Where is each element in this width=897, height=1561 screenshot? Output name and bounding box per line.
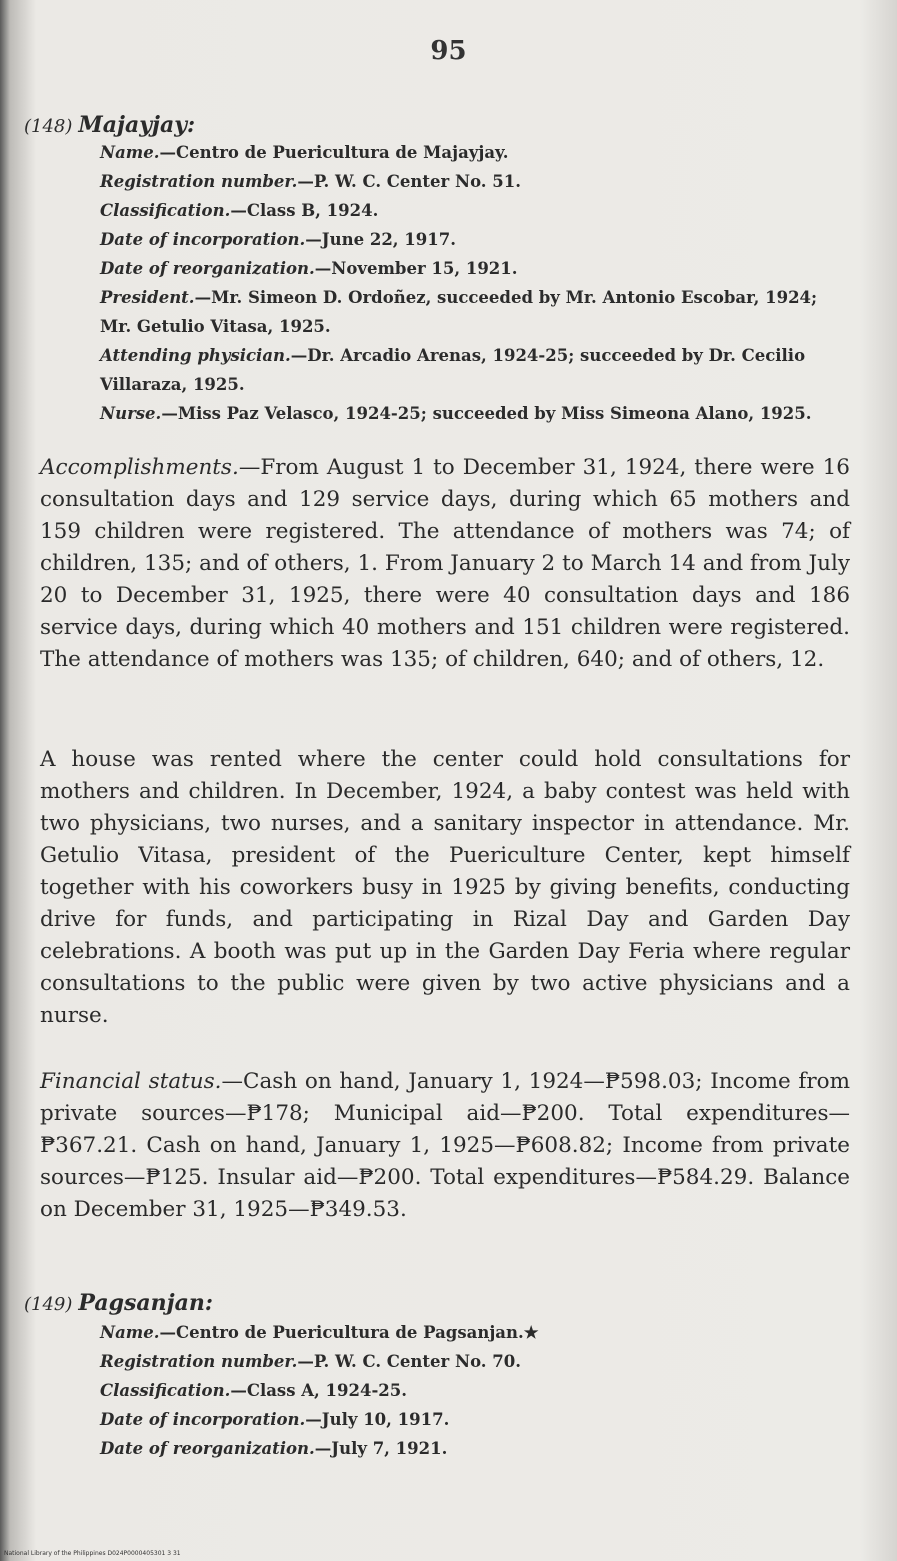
accomplishments-paragraph	[40, 452, 850, 676]
section-number: (148)	[24, 116, 73, 137]
entry-list-149	[100, 1318, 850, 1463]
accomplishments-label: Accomplishments.	[40, 455, 239, 480]
section-number: (149)	[24, 1294, 73, 1315]
activities-paragraph: A house was rented where the center could hold consultations for mothers and children. In December, 1924, a baby contest was held with two physicians, two nurses, and a sanitary inspector in attendance. Mr. Getulio Vitasa, president of the Puericulture Center, kept himself together with his coworkers busy in 1925 by giving benefits, conducting drive for funds, and participating in Rizal Day and Garden Day celebrations. A booth was put up in the Garden Day Feria where regular consultations to the public were given by two active physicians and a nurse.	[40, 747, 850, 1028]
section-title: Majayjay:	[78, 112, 196, 138]
accomplishments-text: —From August 1 to December 31, 1924, there were 16 consultation days and 129 service days, during which 65 mothers and 159 children were registered. The attendance of mothers was 74; of children, 135; and of others, 1. From January 2 to March 14 and from July 20 to December 31, 1925, there were 40 consultation days and 186 service days, during which 40 mothers and 151 children were registered. The attendance of mothers was 135; of children, 640; and of others, 12.	[40, 455, 850, 672]
page-number: 95	[430, 36, 467, 66]
scan-footer: National Library of the Philippines D024P0000405301 3 31	[4, 1550, 181, 1557]
entry-physician: Attending physician.—Dr. Arcadio Arenas, 1924-25; succeeded by Dr. Cecilio Villaraza, 1925.	[100, 346, 806, 394]
entry-list-148	[100, 138, 850, 428]
entry-registration: Registration number.—P. W. C. Center No. 70.	[100, 1352, 521, 1371]
entry-reorganization: Date of reorganization.—November 15, 1921.	[100, 259, 518, 278]
entry-classification: Classification.—Class A, 1924-25.	[100, 1381, 407, 1400]
financial-paragraph	[40, 1066, 850, 1226]
entry-nurse: Nurse.—Miss Paz Velasco, 1924-25; succeeded by Miss Simeona Alano, 1925.	[100, 404, 812, 423]
entry-name: Name.—Centro de Puericultura de Majayjay.	[100, 143, 509, 162]
entry-incorporation: Date of incorporation.—June 22, 1917.	[100, 230, 456, 249]
entry-classification: Classification.—Class B, 1924.	[100, 201, 379, 220]
entry-reorganization: Date of reorganization.—July 7, 1921.	[100, 1439, 448, 1458]
section-title: Pagsanjan:	[78, 1290, 213, 1316]
section-heading-148	[24, 112, 195, 138]
entry-name: Name.—Centro de Puericultura de Pagsanjan.★	[100, 1323, 539, 1342]
entry-president: President.—Mr. Simeon D. Ordoñez, succeeded by Mr. Antonio Escobar, 1924; Mr. Getulio Vitasa, 1925.	[100, 288, 818, 336]
entry-incorporation: Date of incorporation.—July 10, 1917.	[100, 1410, 450, 1429]
entry-registration: Registration number.—P. W. C. Center No. 51.	[100, 172, 521, 191]
financial-label: Financial status.	[40, 1069, 222, 1094]
section-heading-149	[24, 1290, 213, 1316]
financial-text: —Cash on hand, January 1, 1924—₱598.03; Income from private sources—₱178; Municipal aid—₱200. Total expenditures—₱367.21. Cash on hand, January 1, 1925—₱608.82; Income from private sources—₱125. Insular aid—₱200. Total expenditures—₱584.29. Balance on December 31, 1925—₱349.53.	[40, 1069, 850, 1222]
